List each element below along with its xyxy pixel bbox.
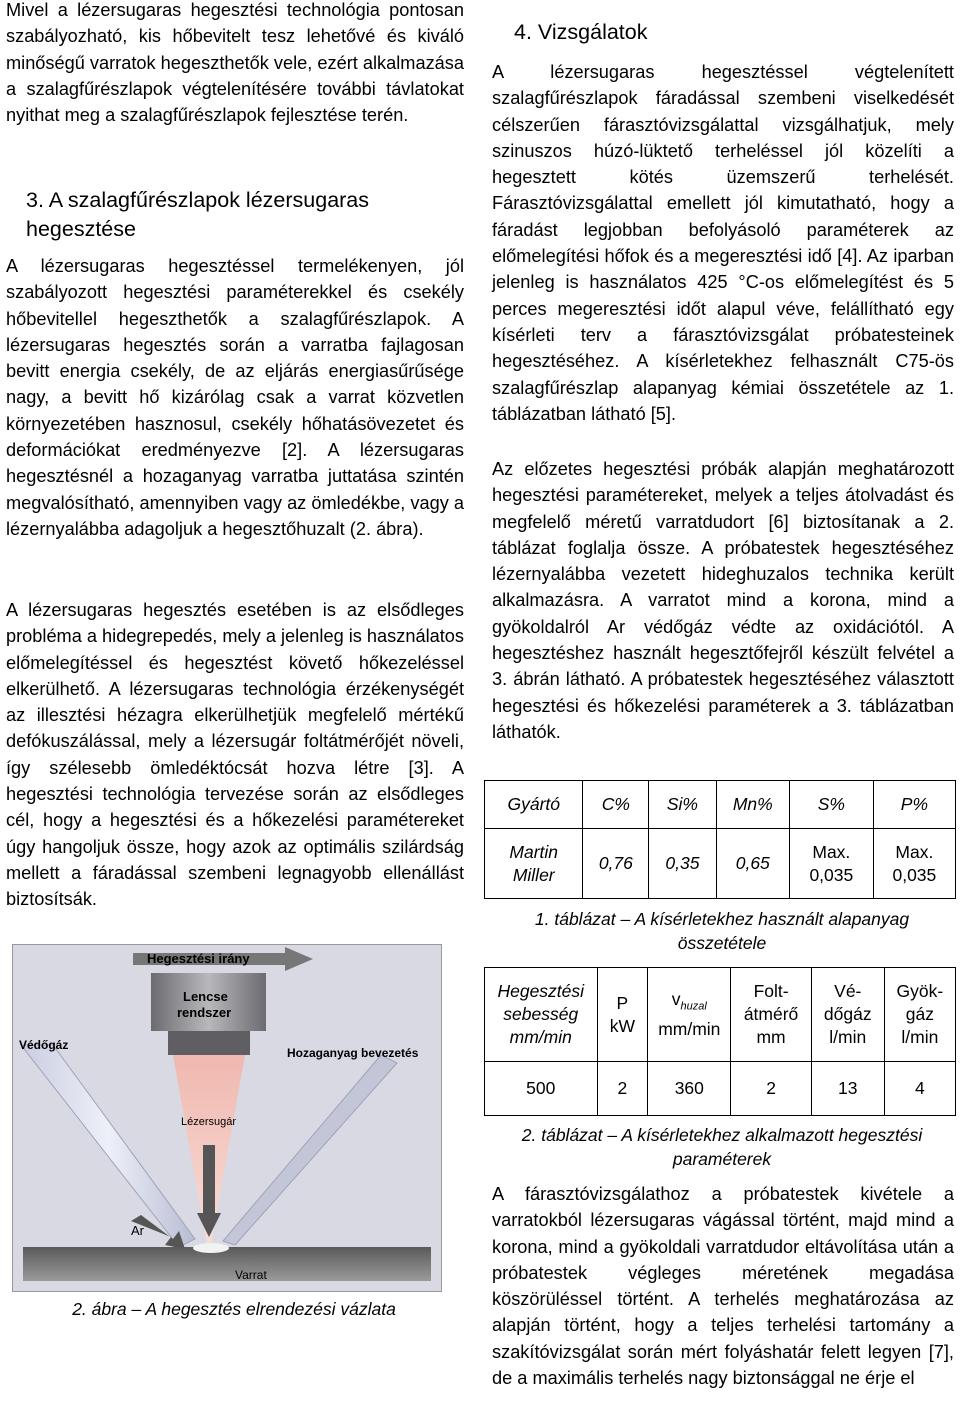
- paragraph: Az előzetes hegesztési próbák alapján meghatározott hegesztési paramétereket, melyek a teljes átolvadást és megfelelő méretű varratdudort [6] biztosítanak a 2. táblázat foglalja össze. A próbatestek hegesztéséhez lézernyalábba vezetett hideghuzalos technika került alkalmazásra. A varratot mind a korona, mind a gyökoldalról Ar védőgáz védte az oxidációtól. A hegesztéshez használt hegesztőfejről készült felvétel a 3. ábrán látható. A próbatestek hegesztéséhez választott hegesztési és hőkezelési paraméterek a 3. táblázatban láthatók.: [492, 459, 954, 742]
- label-laser: Lézersugár: [181, 1116, 237, 1128]
- section-heading: [514, 18, 647, 47]
- table-cell: 4: [884, 1062, 955, 1116]
- table-cell: 0,76: [583, 829, 649, 899]
- welding-diagram: [12, 944, 442, 1292]
- table-header-cell: Folt- átmérő mm: [731, 968, 811, 1062]
- weld-pool: [193, 1243, 229, 1253]
- table-cell: 500: [485, 1062, 598, 1116]
- table-cell: 360: [648, 1062, 731, 1116]
- table-cell: Max. 0,035: [873, 829, 955, 899]
- label-direction: Hegesztési irány: [147, 951, 250, 966]
- table-2-caption: 2. táblázat – A kísérletekhez alkalmazott hegesztési paraméterek: [521, 1125, 923, 1169]
- label-lens-1: Lencse: [183, 989, 228, 1004]
- table-header-row: [485, 781, 956, 829]
- heading-number: 3.: [26, 188, 44, 212]
- table-cell: Martin Miller: [485, 829, 583, 899]
- table-cell: 0,65: [716, 829, 789, 899]
- table-row: [485, 1062, 956, 1116]
- table-header-cell: S%: [789, 781, 873, 829]
- paragraph: A lézersugaras hegesztéssel termelékenyen, jól szabályozott hegesztési paraméterekkel és csekély hőbevitellel hegeszthetők a szalagfűrészlapok. A lézersugaras hegesztés során a varratba fajlagosan bevitt energia csekély, de az eljárás energiasűrűsége nagy, a bevitt hő kizárólag csak a varrat közvetlen környezetében hasznosul, csekély hőhatásövezetet és deformációkat eredményezve [2]. A lézersugaras hegesztésnél a hozaganyag varratba juttatása szintén megvalósítható, amennyiben vagy az ömledékbe, vagy a lézernyalábba adagoljuk a hegesztőhuzalt (2. ábra).: [6, 256, 464, 539]
- heading-text: Vizsgálatok: [537, 20, 648, 44]
- label-weld: Varrat: [235, 1268, 267, 1282]
- table-header-cell: $v_{huzal}$ mm/min: [648, 968, 731, 1062]
- heading-number: 4.: [514, 20, 532, 44]
- table-header-cell: P%: [873, 781, 955, 829]
- table-1: [484, 780, 956, 899]
- table-1-caption: 1. táblázat – A kísérletekhez használt alapanyag összetétele: [534, 909, 910, 953]
- table-header-row: [485, 968, 956, 1062]
- left-column: [6, 0, 464, 910]
- table-2: [484, 967, 956, 1116]
- table-cell: 0,35: [649, 829, 716, 899]
- table-header-cell: Vé- dőgáz l/min: [811, 968, 884, 1062]
- base-plate: [23, 1247, 431, 1281]
- table-row: [485, 829, 956, 899]
- label-lens-2: rendszer: [177, 1005, 232, 1020]
- table-header-cell: Hegesztési sebesség mm/min: [485, 968, 598, 1062]
- label-ar: Ar: [131, 1223, 144, 1238]
- table-header-cell: P kW: [597, 968, 648, 1062]
- table-header-cell: Mn%: [716, 781, 789, 829]
- paragraph: A lézersugaras hegesztéssel végtelenített szalagfűrészlapok fáradással szembeni viselkedését célszerűen fárasztóvizsgálattal vizsgálhatjuk, mely szinuszos húzó-lüktető terheléssel jól közelíti a hegesztett kötés üzemszerű terhelését. Fárasztóvizsgálattal emellett jól kimutatható, hogy a fáradást legjobban befolyásoló paraméterek az előmelegítési hőfok és a megeresztési idő [4]. Az iparban jelenleg is használatos 425 °C-os előmelegítést és 5 perces megeresztési időt alapul véve, felállítható egy kísérleti terv a fárasztóvizsgálat próbatesteinek hegesztéséhez. A kísérletekhez felhasznált C75-ös szalagfűrészlap alapanyag kémiai összetétele az 1. táblázatban látható [5].: [492, 62, 954, 424]
- table-header-cell: C%: [583, 781, 649, 829]
- table-cell: 2: [597, 1062, 648, 1116]
- paragraph: A lézersugaras hegesztés esetében is az elsődleges probléma a hidegrepedés, mely a jelenleg is használatos előmelegítéssel és hegesztést követő hőkezeléssel elkerülhető. A lézersugaras technológia érzékenységét az illesztési hézagra elkerülhetjük megfelelő mértékű defókuszálással, mely a lézersugár foltátmérőjét növeli, így szélesebb ömledéktócsát hozva létre [3]. A hegesztési technológia tervezése során az elsődleges cél, hogy a hegesztési és a hőkezelési paramétereket úgy hangoljuk össze, hogy azok az optimális szilárdság mellett a fáradással szembeni legnagyobb ellenállást biztosítsák.: [6, 600, 464, 910]
- paragraph: A fárasztóvizsgálathoz a próbatestek kivétele a varratokból lézersugaras vágással történt, majd mind a korona, mind a gyökoldali varratdudor eltávolítása után a próbatestek végleges méretének megadása köszörüléssel történt. A terhelés meghatározása az alapján történt, hogy a teljes terhelési tartomány a szakítóvizsgálat során mért folyáshatár felett legyen [7], de a maximális terhelés nagy biztonsággal ne érje el: [492, 1184, 954, 1389]
- paragraph: Mivel a lézersugaras hegesztési technológia pontosan szabályozható, kis hőbevitelt tesz lehetővé és kiváló minőségű varratok hegeszthetők vele, ezért alkalmazása a szalagfűrészlapok végtelenítésére további távlatokat nyithat meg a szalagfűrészlapok fejlesztése terén.: [6, 0, 464, 126]
- welding-arrangement-svg: [13, 945, 441, 1291]
- label-shield-gas: Védőgáz: [19, 1038, 69, 1052]
- table-cell: Max. 0,035: [789, 829, 873, 899]
- table-header-cell: Gyök- gáz l/min: [884, 968, 955, 1062]
- table-cell: 13: [811, 1062, 884, 1116]
- section-heading: [26, 186, 446, 244]
- label-filler: Hozaganyag bevezetés: [287, 1046, 419, 1060]
- figure-caption: 2. ábra – A hegesztés elrendezési vázlata: [72, 1299, 396, 1319]
- table-cell: 2: [731, 1062, 811, 1116]
- table-header-cell: Gyártó: [485, 781, 583, 829]
- table-header-cell: Si%: [649, 781, 716, 829]
- heading-text: A szalagfűrészlapok lézersugaras hegesztése: [26, 188, 370, 241]
